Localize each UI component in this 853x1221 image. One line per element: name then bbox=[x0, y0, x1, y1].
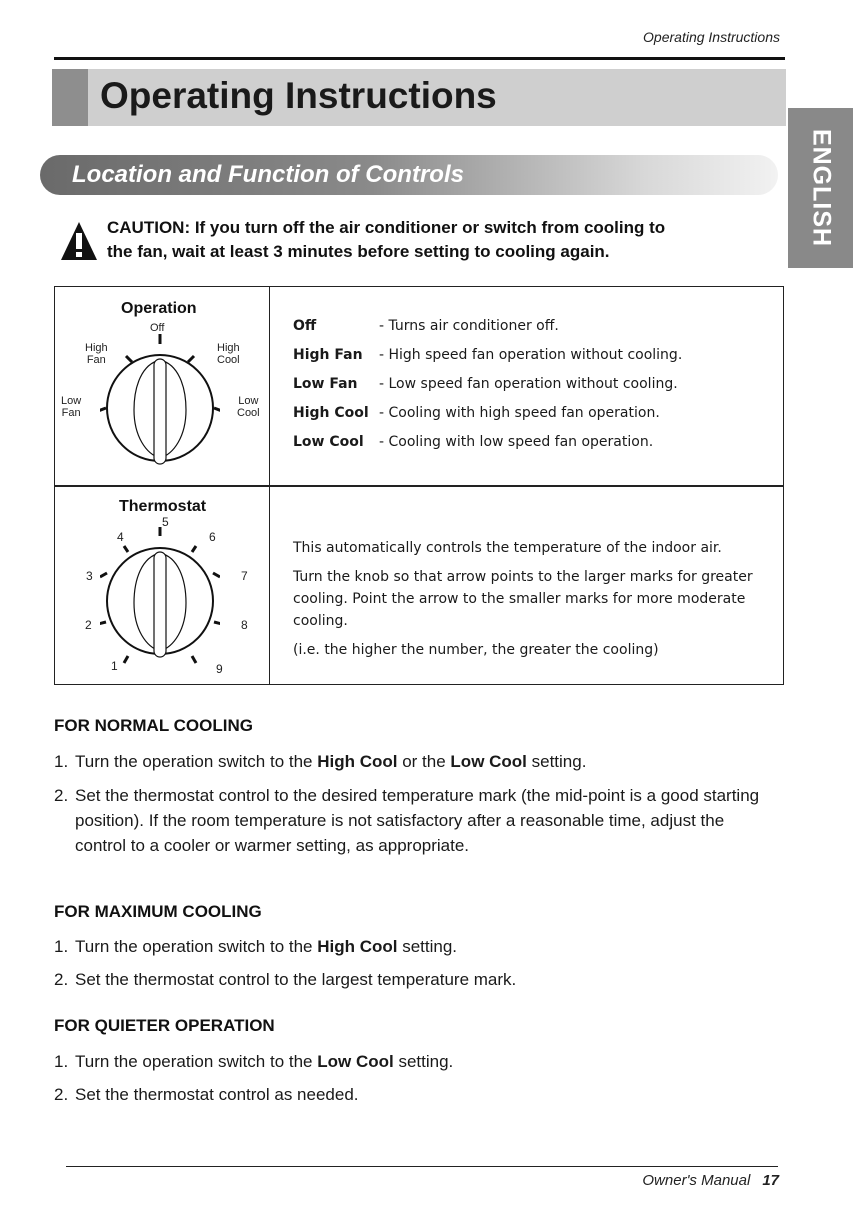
bottom-rule bbox=[66, 1166, 778, 1167]
operation-label-low-cool: Low Cool bbox=[237, 395, 260, 419]
thermostat-mark-1: 1 bbox=[111, 659, 118, 673]
operation-label-low-fan: Low Fan bbox=[61, 395, 82, 419]
operation-label-high-fan: High Fan bbox=[85, 342, 108, 366]
caution-text bbox=[107, 216, 787, 264]
mode-row-low-cool: Low Cool - Cooling with low speed fan operation. bbox=[293, 434, 654, 450]
mode-row-off: Off - Turns air conditioner off. bbox=[293, 318, 559, 334]
maximum-cooling-step-1: 1. Turn the operation switch to the High Cool setting. bbox=[54, 937, 458, 956]
language-tab bbox=[788, 108, 853, 268]
thermostat-knob[interactable] bbox=[100, 527, 220, 667]
section-title: Location and Function of Controls bbox=[72, 161, 464, 188]
maximum-cooling-step-2: 2. Set the thermostat control to the largest temperature mark. bbox=[54, 970, 517, 989]
section-heading-bar bbox=[40, 155, 778, 195]
page-footer bbox=[642, 1172, 779, 1189]
top-rule bbox=[54, 57, 785, 60]
caution-line-1: CAUTION: If you turn off the air conditioner or switch from cooling to bbox=[107, 218, 666, 237]
thermostat-mark-5: 5 bbox=[162, 515, 169, 529]
quieter-operation-step-1: 1. Turn the operation switch to the Low Cool setting. bbox=[54, 1052, 454, 1071]
mode-row-low-fan: Low Fan - Low speed fan operation without cooling. bbox=[293, 376, 678, 392]
table-column-divider bbox=[269, 287, 270, 684]
maximum-cooling-heading: FOR MAXIMUM COOLING bbox=[54, 902, 262, 921]
title-tab-block bbox=[52, 69, 88, 126]
operation-knob[interactable] bbox=[100, 332, 220, 472]
table-row-divider bbox=[55, 485, 783, 487]
thermostat-dial-title: Thermostat bbox=[119, 498, 207, 515]
page-title: Operating Instructions bbox=[100, 75, 497, 116]
quieter-operation-heading: FOR QUIETER OPERATION bbox=[54, 1016, 275, 1035]
thermostat-mark-6: 6 bbox=[209, 530, 216, 544]
caution-line-2: the fan, wait at least 3 minutes before setting to cooling again. bbox=[107, 242, 610, 261]
thermostat-description-3: (i.e. the higher the number, the greater the cooling) bbox=[293, 642, 659, 658]
thermostat-mark-4: 4 bbox=[117, 530, 124, 544]
normal-cooling-step-1: 1. Turn the operation switch to the High Cool or the Low Cool setting. bbox=[54, 752, 587, 771]
normal-cooling-step-2: 2. Set the thermostat control to the desired temperature mark (the mid-point is a good starting position). If the room temperature is not satisfactory after a reasonable time, adjust the control to a cooler or warmer setting, as appropriate. bbox=[54, 786, 760, 855]
thermostat-mark-9: 9 bbox=[216, 662, 223, 676]
title-band bbox=[52, 69, 786, 126]
mode-row-high-cool: High Cool - Cooling with high speed fan operation. bbox=[293, 405, 660, 421]
page-number: 17 bbox=[762, 1172, 779, 1189]
thermostat-mark-7: 7 bbox=[241, 569, 248, 583]
operation-label-high-cool: High Cool bbox=[217, 342, 240, 366]
running-header: Operating Instructions bbox=[643, 29, 780, 45]
thermostat-mark-3: 3 bbox=[86, 569, 93, 583]
thermostat-description-1: This automatically controls the temperature of the indoor air. bbox=[293, 540, 722, 556]
language-tab-label: ENGLISH bbox=[807, 128, 835, 248]
mode-row-high-fan: High Fan - High speed fan operation without cooling. bbox=[293, 347, 683, 363]
operation-dial-title: Operation bbox=[121, 300, 197, 317]
quieter-operation-step-2: 2. Set the thermostat control as needed. bbox=[54, 1085, 359, 1104]
warning-icon bbox=[60, 221, 98, 261]
thermostat-mark-2: 2 bbox=[85, 618, 92, 632]
operation-label-off: Off bbox=[150, 322, 165, 334]
normal-cooling-heading: FOR NORMAL COOLING bbox=[54, 716, 253, 735]
footer-manual-label: Owner's Manual bbox=[642, 1172, 751, 1189]
thermostat-mark-8: 8 bbox=[241, 618, 248, 632]
thermostat-description-2: Turn the knob so that arrow points to the larger marks for greater cooling. Point the arrow to the smaller marks for more moderate cooling. bbox=[293, 569, 753, 629]
controls-table bbox=[54, 286, 784, 685]
